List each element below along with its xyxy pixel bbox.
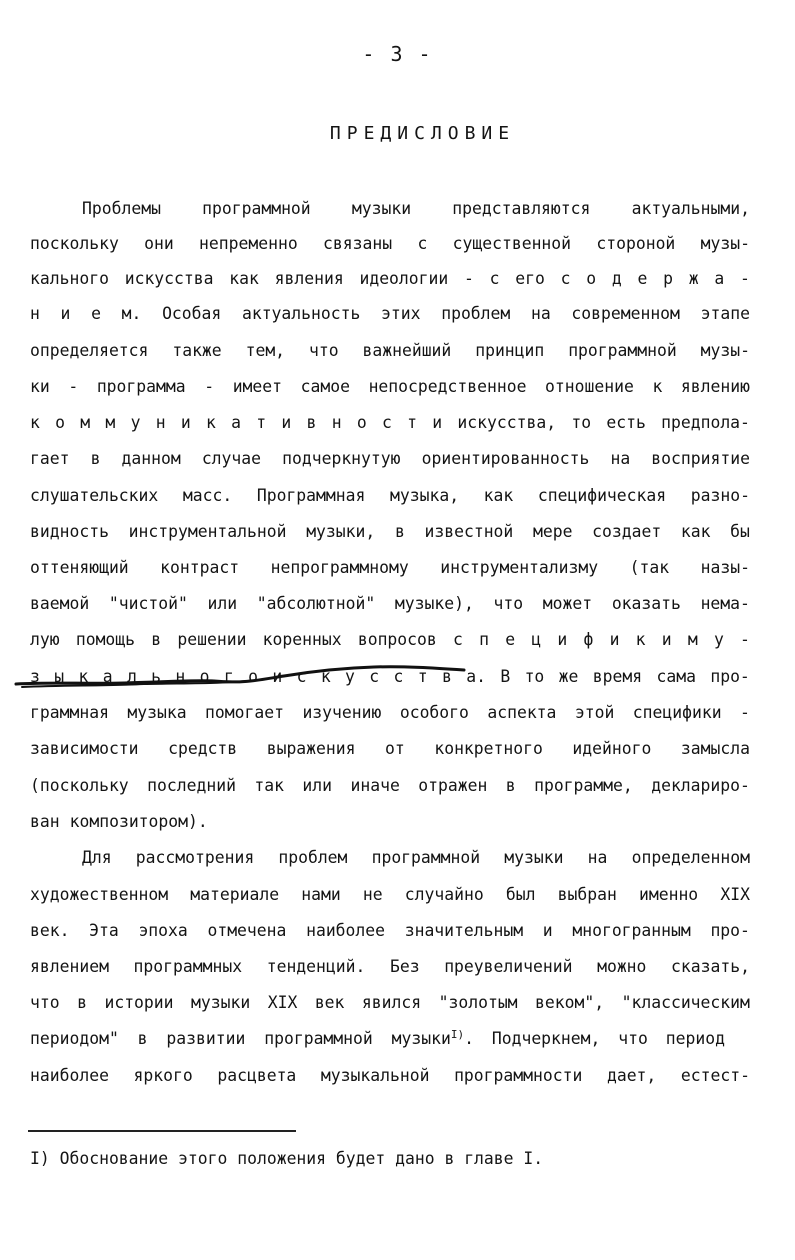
word: аспекта bbox=[487, 703, 557, 722]
word: программной bbox=[371, 848, 481, 867]
text-line bbox=[30, 918, 750, 944]
word: или bbox=[302, 776, 333, 795]
word: они bbox=[144, 234, 174, 253]
word: и bbox=[432, 413, 443, 432]
word: о bbox=[199, 667, 210, 686]
word: решении bbox=[177, 630, 247, 649]
word: вопросов bbox=[357, 630, 437, 649]
text-line bbox=[30, 410, 750, 436]
word: к bbox=[635, 630, 646, 649]
word: в bbox=[394, 522, 405, 541]
text-line bbox=[30, 809, 750, 835]
word: ь bbox=[151, 667, 162, 686]
word: а bbox=[231, 413, 241, 432]
word: был bbox=[505, 885, 536, 904]
text-fragment: . Подчеркнем, что период bbox=[464, 1029, 725, 1048]
word: контраст bbox=[160, 558, 240, 577]
word: же bbox=[558, 667, 579, 686]
word: явлением bbox=[30, 957, 109, 976]
word: лую bbox=[30, 630, 60, 649]
word: иначе bbox=[350, 776, 400, 795]
word: с bbox=[393, 667, 404, 686]
word: Для bbox=[82, 848, 112, 867]
word: замысла bbox=[680, 739, 750, 758]
word: слушательских bbox=[30, 486, 159, 505]
text-line bbox=[30, 1026, 750, 1052]
word: "абсолютной" bbox=[256, 594, 376, 613]
word: изучению bbox=[302, 703, 382, 722]
word: и bbox=[272, 667, 283, 686]
word: важнейший bbox=[362, 341, 452, 360]
text-line bbox=[30, 266, 750, 292]
word: что bbox=[308, 341, 339, 360]
word: программе, bbox=[534, 776, 633, 795]
word: от bbox=[385, 739, 405, 758]
word: рассмотрения bbox=[135, 848, 255, 867]
word: ваемой bbox=[30, 594, 90, 613]
word: естест- bbox=[680, 1066, 750, 1085]
word: ы bbox=[54, 667, 65, 686]
text-line bbox=[30, 483, 750, 509]
word: конкретного bbox=[434, 739, 543, 758]
word: музыке), bbox=[394, 594, 474, 613]
word: помощь bbox=[75, 630, 136, 649]
word: наиболее bbox=[30, 1066, 109, 1085]
word: музыки bbox=[504, 848, 564, 867]
word: известной bbox=[424, 522, 514, 541]
text-line bbox=[30, 773, 750, 799]
word: данном bbox=[121, 449, 181, 468]
word: Эта bbox=[89, 921, 119, 940]
word: тем, bbox=[245, 341, 286, 360]
word: с bbox=[560, 269, 571, 288]
text-line bbox=[82, 845, 750, 871]
word: деклариро- bbox=[651, 776, 750, 795]
word: музыки bbox=[351, 199, 412, 218]
word: яркого bbox=[133, 1066, 193, 1085]
word: а. bbox=[466, 667, 486, 686]
word: л bbox=[126, 667, 137, 686]
word: оттеняющий bbox=[30, 558, 129, 577]
word: связаны bbox=[323, 234, 393, 253]
word: Программная bbox=[256, 486, 366, 505]
word: и bbox=[180, 413, 191, 432]
word: время bbox=[592, 667, 643, 686]
word: - bbox=[204, 377, 215, 396]
word: к bbox=[205, 413, 216, 432]
word: м. bbox=[121, 304, 142, 323]
word: в bbox=[505, 776, 516, 795]
word: как bbox=[680, 522, 711, 541]
word: н bbox=[175, 667, 186, 686]
word: актуальность bbox=[241, 304, 361, 323]
word: а bbox=[714, 269, 725, 288]
word: у bbox=[345, 667, 355, 686]
word: определенном bbox=[631, 848, 750, 867]
word: этих bbox=[381, 304, 421, 323]
word: видность bbox=[30, 522, 109, 541]
word: (поскольку bbox=[30, 776, 129, 795]
word: искусства bbox=[124, 269, 214, 288]
word: оказать bbox=[611, 594, 681, 613]
word: есть bbox=[606, 413, 646, 432]
word: материале bbox=[190, 885, 280, 904]
word: граммная bbox=[30, 703, 109, 722]
text-line bbox=[30, 446, 750, 472]
word: музыка bbox=[127, 703, 187, 722]
word: р bbox=[663, 269, 673, 288]
word: к bbox=[78, 667, 89, 686]
page-title: ПРЕДИСЛОВИЕ bbox=[329, 123, 516, 144]
word: специфическая bbox=[537, 486, 667, 505]
word: программной bbox=[568, 341, 677, 360]
word: - bbox=[740, 269, 750, 288]
text-line bbox=[30, 990, 750, 1016]
word: отношение bbox=[545, 377, 634, 396]
word: особого bbox=[399, 703, 469, 722]
text-line bbox=[30, 231, 750, 257]
word: е bbox=[637, 269, 648, 288]
word: н bbox=[30, 304, 40, 323]
word: с bbox=[296, 667, 307, 686]
text-line bbox=[30, 555, 750, 581]
word: восприятие bbox=[651, 449, 750, 468]
word: определяется bbox=[30, 341, 149, 360]
word: его bbox=[515, 269, 545, 288]
word: дает, bbox=[606, 1066, 657, 1085]
word: - bbox=[464, 269, 474, 288]
word: Особая bbox=[162, 304, 222, 323]
word: и bbox=[557, 630, 568, 649]
text-fragment: периодом" в развитии программной музыки bbox=[30, 1029, 451, 1048]
word: идейного bbox=[572, 739, 652, 758]
word: программной bbox=[202, 199, 311, 218]
word: не bbox=[362, 885, 383, 904]
word: гает bbox=[30, 449, 70, 468]
word: "классическим bbox=[621, 993, 750, 1012]
word: м bbox=[80, 413, 91, 432]
word: наиболее bbox=[306, 921, 386, 940]
word: можно bbox=[597, 957, 647, 976]
word: музыкальной bbox=[320, 1066, 430, 1085]
text-line bbox=[30, 736, 750, 762]
word: отражен bbox=[418, 776, 488, 795]
word: про- bbox=[710, 921, 750, 940]
text-line bbox=[30, 882, 750, 908]
word: проблем bbox=[441, 304, 511, 323]
word: н bbox=[331, 413, 342, 432]
word: в bbox=[77, 993, 87, 1012]
word: программности bbox=[454, 1066, 583, 1085]
word: ц bbox=[531, 630, 542, 649]
word: случае bbox=[201, 449, 262, 468]
word: программа bbox=[96, 377, 186, 396]
word: о bbox=[55, 413, 66, 432]
word: н bbox=[155, 413, 166, 432]
word: стороной bbox=[596, 234, 676, 253]
word: в bbox=[441, 667, 452, 686]
word: п bbox=[479, 630, 489, 649]
word: ки bbox=[30, 377, 50, 396]
word: разно- bbox=[690, 486, 750, 505]
word: явления bbox=[274, 269, 344, 288]
word: специфики bbox=[632, 703, 722, 722]
word: музыки bbox=[191, 993, 251, 1012]
footnote: I) Обоснование этого положения будет дано в главе I. bbox=[30, 1149, 544, 1168]
word: з bbox=[30, 667, 40, 686]
word: то bbox=[524, 667, 545, 686]
word: так bbox=[254, 776, 284, 795]
word: нами bbox=[301, 885, 341, 904]
word: поскольку bbox=[30, 234, 119, 253]
word: с bbox=[489, 269, 500, 288]
text-line bbox=[30, 519, 750, 545]
word: о bbox=[248, 667, 258, 686]
word: к bbox=[320, 667, 331, 686]
word: - bbox=[740, 703, 750, 722]
word: выбран bbox=[557, 885, 617, 904]
word: в bbox=[151, 630, 162, 649]
word: или bbox=[207, 594, 238, 613]
word: на bbox=[587, 848, 608, 867]
word: про- bbox=[710, 667, 750, 686]
word: д bbox=[611, 269, 622, 288]
word: т bbox=[256, 413, 267, 432]
word: расцвета bbox=[217, 1066, 297, 1085]
word: помогает bbox=[205, 703, 284, 722]
word: самое bbox=[300, 377, 350, 396]
word: отмечена bbox=[207, 921, 287, 940]
word: средств bbox=[168, 739, 238, 758]
word: тенденций. bbox=[266, 957, 366, 976]
word: и bbox=[60, 304, 71, 323]
text-line bbox=[30, 700, 750, 726]
word: предпола- bbox=[661, 413, 750, 432]
word: может bbox=[542, 594, 593, 613]
word: - bbox=[68, 377, 79, 396]
word: искусства, bbox=[457, 413, 557, 432]
word: век bbox=[314, 993, 345, 1012]
word: т bbox=[417, 667, 428, 686]
word: коренных bbox=[262, 630, 342, 649]
word: явился bbox=[361, 993, 422, 1012]
word: создает bbox=[592, 522, 662, 541]
word: музы- bbox=[700, 341, 750, 360]
word: и bbox=[281, 413, 292, 432]
word: в bbox=[90, 449, 101, 468]
word: сказать, bbox=[671, 957, 750, 976]
word: г bbox=[223, 667, 234, 686]
word: (так bbox=[629, 558, 670, 577]
word: век. bbox=[30, 921, 70, 940]
word: Проблемы bbox=[82, 199, 161, 218]
word: художественном bbox=[30, 885, 169, 904]
word: существенной bbox=[452, 234, 572, 253]
word: и bbox=[609, 630, 620, 649]
word: современном bbox=[571, 304, 680, 323]
word: е bbox=[505, 630, 516, 649]
text-line bbox=[30, 338, 750, 364]
word: и bbox=[542, 921, 553, 940]
word: а bbox=[102, 667, 113, 686]
word: в bbox=[306, 413, 317, 432]
word: кального bbox=[30, 269, 109, 288]
word: значительным bbox=[404, 921, 524, 940]
word: сама bbox=[656, 667, 696, 686]
word: е bbox=[91, 304, 101, 323]
word: о bbox=[356, 413, 367, 432]
word: этой bbox=[574, 703, 615, 722]
word: ф bbox=[583, 630, 594, 649]
word: назы- bbox=[700, 558, 750, 577]
word: проблем bbox=[278, 848, 348, 867]
word: "чистой" bbox=[108, 594, 188, 613]
word: случайно bbox=[404, 885, 484, 904]
word: имеет bbox=[232, 377, 283, 396]
word: и bbox=[661, 630, 672, 649]
word: - bbox=[740, 630, 750, 649]
word: с bbox=[453, 630, 463, 649]
word: бы bbox=[730, 522, 750, 541]
handwritten-underline bbox=[14, 662, 484, 698]
word: как bbox=[483, 486, 514, 505]
word: представляются bbox=[452, 199, 591, 218]
word: В bbox=[500, 667, 511, 686]
word: о bbox=[586, 269, 597, 288]
word: с bbox=[369, 667, 380, 686]
word: ван bbox=[30, 812, 60, 831]
word: инструментальной bbox=[128, 522, 287, 541]
word: мере bbox=[532, 522, 573, 541]
word: м bbox=[687, 630, 698, 649]
word: "золотым bbox=[438, 993, 518, 1012]
word: м bbox=[105, 413, 116, 432]
footnote-divider bbox=[28, 1130, 296, 1132]
word: этапе bbox=[700, 304, 750, 323]
word: XIX bbox=[720, 885, 750, 904]
text-line bbox=[30, 1063, 750, 1089]
word: подчеркнутую bbox=[282, 449, 401, 468]
word: XIX bbox=[267, 993, 298, 1012]
word: непрограммному bbox=[270, 558, 409, 577]
word: музы- bbox=[700, 234, 750, 253]
text-line bbox=[30, 301, 750, 327]
word: инструментализму bbox=[440, 558, 599, 577]
footnote-marker: I) bbox=[450, 1028, 465, 1041]
word: масс. bbox=[182, 486, 233, 505]
word: с bbox=[417, 234, 428, 253]
word: программных bbox=[133, 957, 243, 976]
word: композитором). bbox=[69, 812, 208, 831]
text-line bbox=[30, 954, 750, 980]
word: ж bbox=[688, 269, 699, 288]
text-line bbox=[82, 196, 750, 222]
word: также bbox=[172, 341, 222, 360]
word: музыки, bbox=[306, 522, 376, 541]
word: принцип bbox=[475, 341, 545, 360]
word: последний bbox=[147, 776, 236, 795]
word: веком", bbox=[535, 993, 605, 1012]
word: многогранным bbox=[572, 921, 691, 940]
word: именно bbox=[638, 885, 699, 904]
text-line bbox=[30, 627, 750, 653]
page-number: - 3 - bbox=[362, 42, 433, 66]
word: с bbox=[381, 413, 392, 432]
word: истории bbox=[104, 993, 174, 1012]
word: как bbox=[229, 269, 259, 288]
word: музыка, bbox=[389, 486, 460, 505]
word: нема- bbox=[700, 594, 750, 613]
word: преувеличений bbox=[444, 957, 573, 976]
word: актуальными, bbox=[631, 199, 750, 218]
word: что bbox=[493, 594, 524, 613]
word: явлению bbox=[680, 377, 750, 396]
word: непременно bbox=[199, 234, 298, 253]
word: что bbox=[30, 993, 60, 1012]
word: то bbox=[571, 413, 592, 432]
word: ориентированность bbox=[421, 449, 590, 468]
word: у bbox=[130, 413, 141, 432]
word: выражения bbox=[266, 739, 356, 758]
word: к bbox=[30, 413, 40, 432]
word: идеологии bbox=[359, 269, 449, 288]
word: Без bbox=[389, 957, 420, 976]
text-line bbox=[30, 591, 750, 617]
word: на bbox=[610, 449, 631, 468]
word: т bbox=[407, 413, 417, 432]
text-line bbox=[30, 374, 750, 400]
word: эпоха bbox=[138, 921, 188, 940]
word: непосредственное bbox=[368, 377, 527, 396]
word: у bbox=[713, 630, 724, 649]
word: зависимости bbox=[30, 739, 139, 758]
word: к bbox=[652, 377, 663, 396]
word: на bbox=[530, 304, 551, 323]
